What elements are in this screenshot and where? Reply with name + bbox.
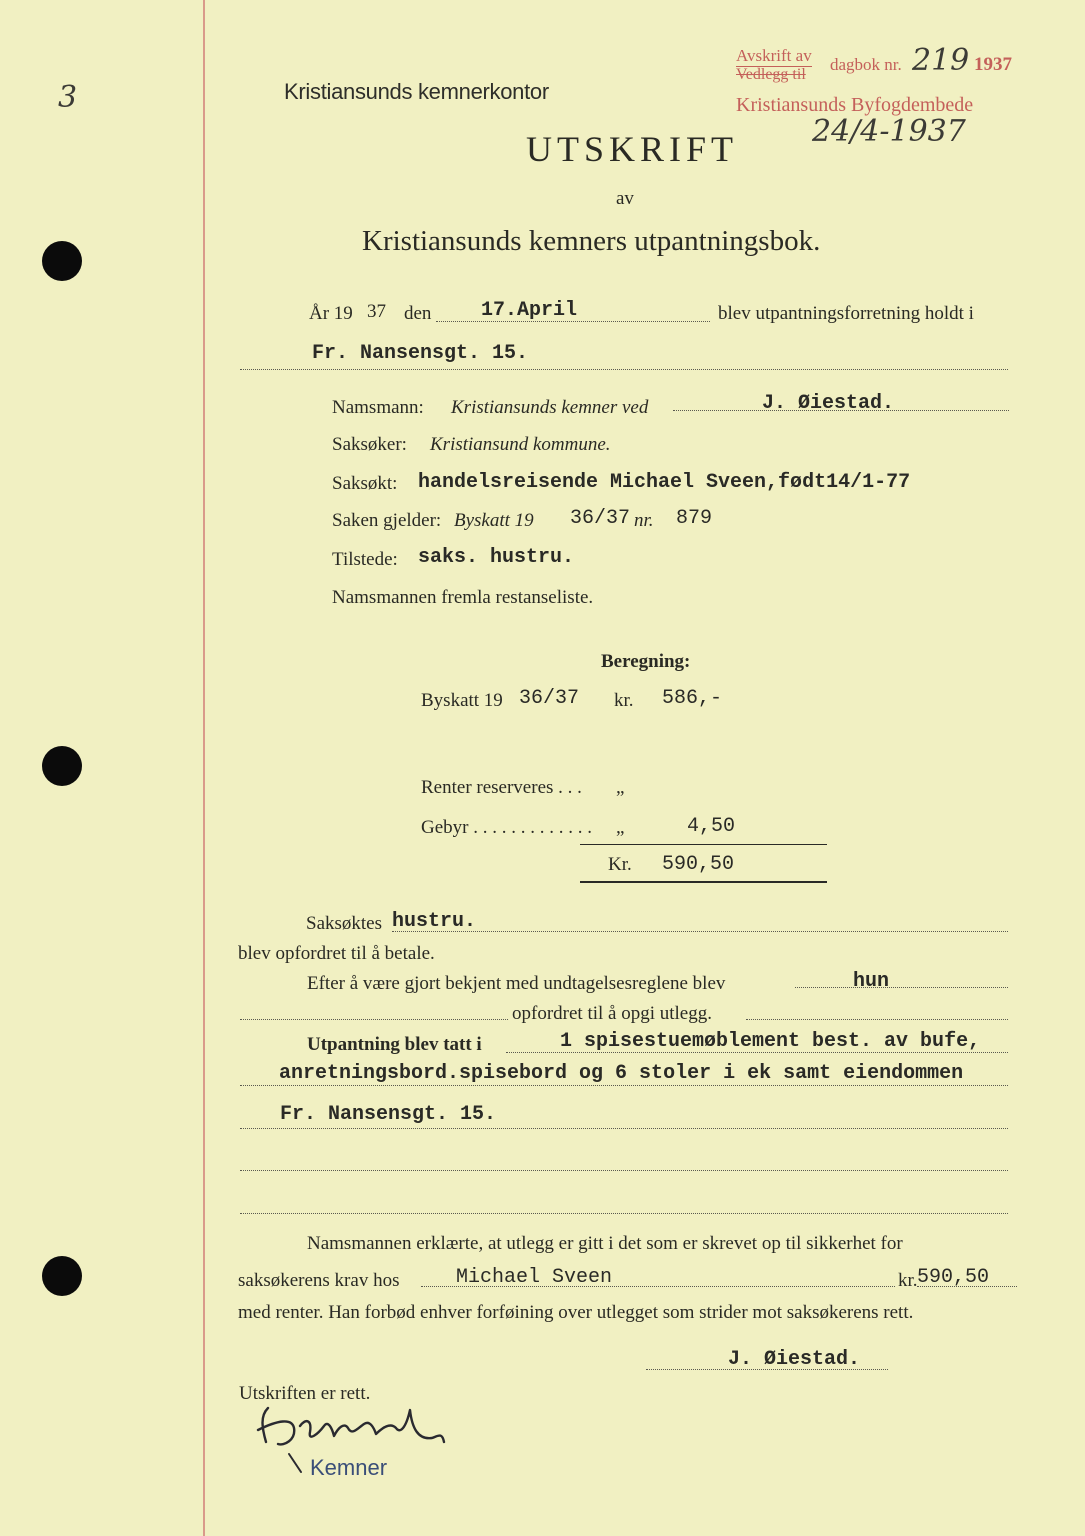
byskatt-kr: kr. <box>614 690 634 711</box>
byskatt-year: 36/37 <box>519 687 580 710</box>
stamp-year: 1937 <box>974 54 1012 75</box>
dotted-line <box>240 1213 1008 1214</box>
ditto-mark: „ <box>616 817 625 838</box>
gebyr-label: Gebyr . . . . . . . . . . . . . <box>421 817 592 838</box>
aar-value: 37 <box>367 301 386 322</box>
declaration-line-1: Namsmannen erklærte, at utlegg er gitt i det som er skrevet op til sikkerhet for <box>307 1233 903 1254</box>
stamp-avskrift: Avskrift av <box>736 46 812 65</box>
stamp-dagbok-nr: 219 <box>912 43 970 78</box>
saksoker-label: Saksøker: <box>332 434 407 455</box>
gjelder-year: 36/37 <box>570 507 631 530</box>
namsmann-label: Namsmann: <box>332 397 424 418</box>
intro-date: 17.April <box>481 299 578 322</box>
namsmann-signature: J. Øiestad. <box>728 1348 861 1371</box>
gjelder-label: Saken gjelder: <box>332 510 442 531</box>
dotted-line <box>240 1019 508 1020</box>
utpantning-line-3: Fr. Nansensgt. 15. <box>280 1103 497 1126</box>
utpantning-line-1: 1 spisestuemøblement best. av bufe, <box>560 1030 981 1053</box>
efter-text: Efter å være gjort bekjent med undtagelsesreglene blev <box>307 973 726 994</box>
opfordret-text: blev opfordret til å betale. <box>238 943 435 964</box>
krav-kr: kr. <box>898 1270 918 1291</box>
gjelder-nr: 879 <box>676 507 713 530</box>
tilstede-value: saks. hustru. <box>418 546 575 569</box>
utskrift-rett: Utskriften er rett. <box>239 1383 371 1404</box>
gebyr-amount: 4,50 <box>687 815 736 838</box>
total-label: Kr. <box>608 854 632 875</box>
krav-label: saksøkerens krav hos <box>238 1270 400 1291</box>
namsmann-name: J. Øiestad. <box>762 392 895 415</box>
stamp-vedlegg: Vedlegg til <box>736 66 806 83</box>
punch-hole <box>42 1256 82 1296</box>
office-stamp: Kristiansunds kemnerkontor <box>284 79 549 104</box>
utpantning-line-2: anretningsbord.spisebord og 6 stoler i ek samt eiendommen <box>279 1062 964 1085</box>
document-subtitle: Kristiansunds kemners utpantningsbok. <box>362 225 821 257</box>
efter-value: hun <box>853 970 890 993</box>
byskatt-label: Byskatt 19 <box>421 690 503 711</box>
punch-hole <box>42 241 82 281</box>
dotted-line <box>240 369 1008 370</box>
dotted-line <box>392 931 1008 932</box>
utpantning-label: Utpantning blev tatt i <box>307 1034 482 1055</box>
fremla-text: Namsmannen fremla restanseliste. <box>332 587 594 608</box>
sum-rule <box>580 844 827 845</box>
tilstede-label: Tilstede: <box>332 549 398 570</box>
handwritten-signature <box>248 1398 458 1460</box>
saksokt-value: handelsreisende Michael Sveen,født14/1-77 <box>418 471 911 494</box>
stamp-date: 24/4-1937 <box>812 114 966 149</box>
total-amount: 590,50 <box>662 853 735 876</box>
document-title: UTSKRIFT <box>526 129 739 169</box>
renter-label: Renter reserveres . . . <box>421 777 582 798</box>
krav-amount: 590,50 <box>917 1266 990 1289</box>
dotted-line <box>795 987 1008 988</box>
punch-hole <box>42 746 82 786</box>
gjelder-text: Byskatt 19 <box>454 510 534 531</box>
opgi-text: opfordret til å opgi utlegg. <box>512 1003 712 1024</box>
signature-hook <box>287 1452 307 1476</box>
stamp-dagbok-label: dagbok nr. <box>830 55 902 74</box>
gjelder-nr-label: nr. <box>634 510 654 531</box>
heading-av: av <box>616 188 634 209</box>
intro-place: Fr. Nansensgt. 15. <box>312 342 529 365</box>
saksokt-label: Saksøkt: <box>332 473 398 494</box>
aar-label: År 19 <box>309 303 353 324</box>
kemner-stamp: Kemner <box>310 1455 388 1480</box>
dotted-line <box>240 1128 1008 1129</box>
margin-line <box>203 0 205 1536</box>
saksoktes-value: hustru. <box>392 910 477 933</box>
total-rule <box>580 881 827 883</box>
declaration-line-3: med renter. Han forbød enhver forføining over utlegget som strider mot saksøkerens rett. <box>238 1302 914 1323</box>
ditto-mark: „ <box>616 777 625 798</box>
dotted-line <box>240 1170 1008 1171</box>
dotted-line <box>746 1019 1008 1020</box>
krav-name: Michael Sveen <box>456 1266 613 1289</box>
saksoker-value: Kristiansund kommune. <box>430 434 611 455</box>
namsmann-text: Kristiansunds kemner ved <box>451 397 649 418</box>
margin-note: 3 <box>58 80 78 115</box>
den-label: den <box>404 303 432 324</box>
held-text: blev utpantningsforretning holdt i <box>718 303 974 324</box>
byskatt-amount: 586,- <box>662 687 723 710</box>
calc-heading: Beregning: <box>601 651 691 672</box>
saksoktes-label: Saksøktes <box>306 913 382 934</box>
dotted-line <box>240 1085 1008 1086</box>
stamp-court: Kristiansunds Byfogdembede <box>736 94 974 116</box>
